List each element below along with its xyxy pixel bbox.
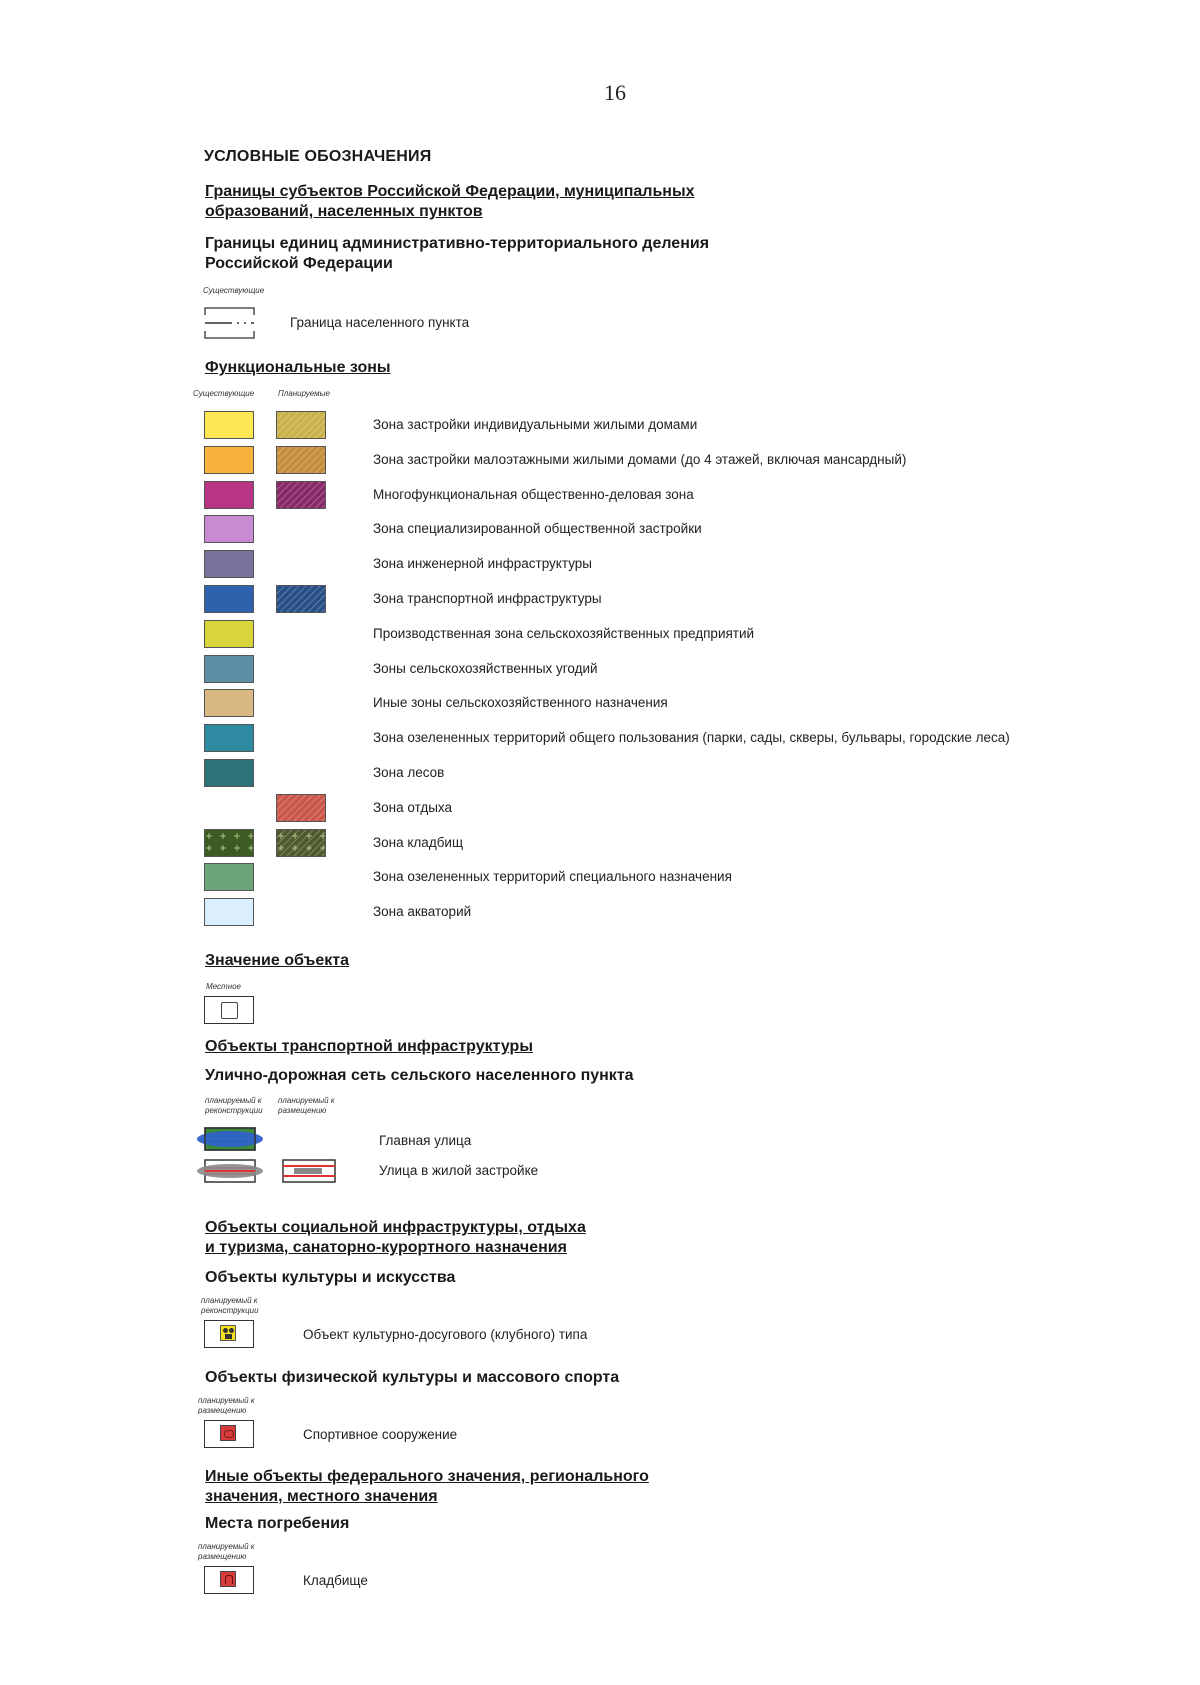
- zone-label: Зона озелененных территорий специального назначения: [373, 869, 732, 884]
- zone-row: [0, 689, 1200, 717]
- zone-label: Зона лесов: [373, 765, 445, 780]
- transport-reconstruction-note-2: реконструкции: [205, 1106, 263, 1115]
- residential-street-label: Улица в жилой застройке: [379, 1163, 539, 1178]
- zone-existing-swatch: [204, 863, 254, 891]
- zone-planned-swatch: [276, 794, 326, 822]
- sport-note-1: планируемый к: [198, 1396, 255, 1405]
- other-heading-line1: Иные объекты федерального значения, регионального: [205, 1468, 649, 1485]
- zone-row: [0, 550, 1200, 578]
- zone-row: [0, 863, 1200, 891]
- zone-row: [0, 655, 1200, 683]
- zone-row: [0, 829, 1200, 857]
- zone-planned-swatch: [276, 446, 326, 474]
- settlement-boundary-label: Граница населенного пункта: [290, 315, 470, 330]
- zone-row: [0, 446, 1200, 474]
- sport-facility-symbol: [204, 1420, 254, 1448]
- zone-planned-swatch: [276, 829, 326, 857]
- zone-label: Зона инженерной инфраструктуры: [373, 556, 592, 571]
- zone-existing-swatch: [204, 411, 254, 439]
- zone-label: Зона застройки индивидуальными жилыми домами: [373, 417, 698, 432]
- zone-label: Производственная зона сельскохозяйственных предприятий: [373, 626, 755, 641]
- zone-row: [0, 794, 1200, 822]
- zone-existing-swatch: [204, 898, 254, 926]
- page-number: 16: [604, 80, 626, 105]
- main-street-symbol: [196, 1126, 271, 1154]
- residential-street-reconstruction-symbol: [196, 1158, 271, 1186]
- zone-label: Иные зоны сельскохозяйственного назначения: [373, 695, 668, 710]
- zone-existing-swatch: [204, 689, 254, 717]
- zone-label: Зона транспортной инфраструктуры: [373, 591, 602, 606]
- legend-title: УСЛОВНЫЕ ОБОЗНАЧЕНИЯ: [204, 148, 432, 165]
- zone-row: [0, 515, 1200, 543]
- zone-row: [0, 898, 1200, 926]
- transport-placement-note-1: планируемый к: [278, 1096, 335, 1105]
- boundaries-heading-line1: Границы субъектов Российской Федерации, муниципальных: [205, 183, 695, 200]
- zone-planned-swatch: [276, 481, 326, 509]
- sport-facility-label: Спортивное сооружение: [303, 1427, 458, 1442]
- boundaries-heading-line2: образований, населенных пунктов: [205, 203, 483, 220]
- zone-label: Зоны сельскохозяйственных угодий: [373, 661, 598, 676]
- transport-heading: Объекты транспортной инфраструктуры: [205, 1038, 533, 1055]
- square-icon: [221, 1002, 238, 1019]
- sport-heading: Объекты физической культуры и массового спорта: [205, 1369, 620, 1386]
- theater-masks-icon: [220, 1325, 236, 1341]
- significance-local-label: Местное: [206, 982, 241, 991]
- zones-planned-label: Планируемые: [278, 389, 330, 398]
- zone-row: [0, 724, 1200, 752]
- transport-reconstruction-note-1: планируемый к: [205, 1096, 262, 1105]
- zone-planned-swatch: [276, 585, 326, 613]
- culture-object-symbol: [204, 1320, 254, 1348]
- boundaries-subheading-line2: Российской Федерации: [205, 255, 393, 272]
- transport-placement-note-2: размещению: [278, 1106, 327, 1115]
- zones-heading: Функциональные зоны: [205, 359, 391, 376]
- cemetery-symbol: [204, 1566, 254, 1594]
- boundaries-subheading-line1: Границы единиц административно-территориального деления: [205, 235, 710, 252]
- zone-label: Зона застройки малоэтажными жилыми домами (до 4 этажей, включая мансардный): [373, 452, 907, 467]
- residential-street-placement-symbol: [282, 1158, 342, 1186]
- zone-existing-swatch: [204, 585, 254, 613]
- significance-heading: Значение объекта: [205, 952, 349, 969]
- zone-existing-swatch: [204, 759, 254, 787]
- local-significance-symbol: [204, 996, 254, 1024]
- zone-label: Многофункциональная общественно-деловая зона: [373, 487, 694, 502]
- zones-existing-label: Существующие: [193, 389, 255, 398]
- zone-existing-swatch: [204, 481, 254, 509]
- social-heading-line2: и туризма, санаторно-курортного назначения: [205, 1239, 567, 1256]
- zone-label: Зона специализированной общественной застройки: [373, 521, 702, 536]
- zone-row: [0, 620, 1200, 648]
- transport-subheading: Улично-дорожная сеть сельского населенного пункта: [205, 1067, 634, 1084]
- grave-icon: [220, 1571, 236, 1587]
- zone-label: Зона озелененных территорий общего пользования (парки, сады, скверы, бульвары, городские леса): [373, 730, 1010, 745]
- burial-heading: Места погребения: [205, 1515, 350, 1532]
- main-street-label: Главная улица: [379, 1133, 472, 1148]
- zone-existing-swatch: [204, 829, 254, 857]
- burial-note-2: размещению: [198, 1552, 247, 1561]
- other-heading-line2: значения, местного значения: [205, 1488, 438, 1505]
- zone-label: Зона кладбищ: [373, 835, 464, 850]
- social-heading-line1: Объекты социальной инфраструктуры, отдыха: [205, 1219, 586, 1236]
- zone-existing-swatch: [204, 724, 254, 752]
- culture-note-1: планируемый к: [201, 1296, 258, 1305]
- settlement-boundary-symbol: [204, 307, 260, 339]
- zone-row: [0, 411, 1200, 439]
- zone-row: [0, 759, 1200, 787]
- sport-note-2: размещению: [198, 1406, 247, 1415]
- zone-planned-swatch: [276, 411, 326, 439]
- zone-existing-swatch: [204, 620, 254, 648]
- cemetery-label: Кладбище: [303, 1573, 368, 1588]
- burial-note-1: планируемый к: [198, 1542, 255, 1551]
- zone-row: [0, 585, 1200, 613]
- zone-existing-swatch: [204, 515, 254, 543]
- zone-existing-swatch: [204, 550, 254, 578]
- culture-heading: Объекты культуры и искусства: [205, 1269, 456, 1286]
- culture-object-label: Объект культурно-досугового (клубного) типа: [303, 1327, 588, 1342]
- stadium-icon: [220, 1425, 236, 1441]
- boundaries-existing-label: Существующие: [203, 286, 265, 295]
- zone-label: Зона отдыха: [373, 800, 453, 815]
- culture-note-2: реконструкции: [201, 1306, 259, 1315]
- zone-existing-swatch: [204, 655, 254, 683]
- zone-label: Зона акваторий: [373, 904, 472, 919]
- zone-row: [0, 481, 1200, 509]
- zone-existing-swatch: [204, 446, 254, 474]
